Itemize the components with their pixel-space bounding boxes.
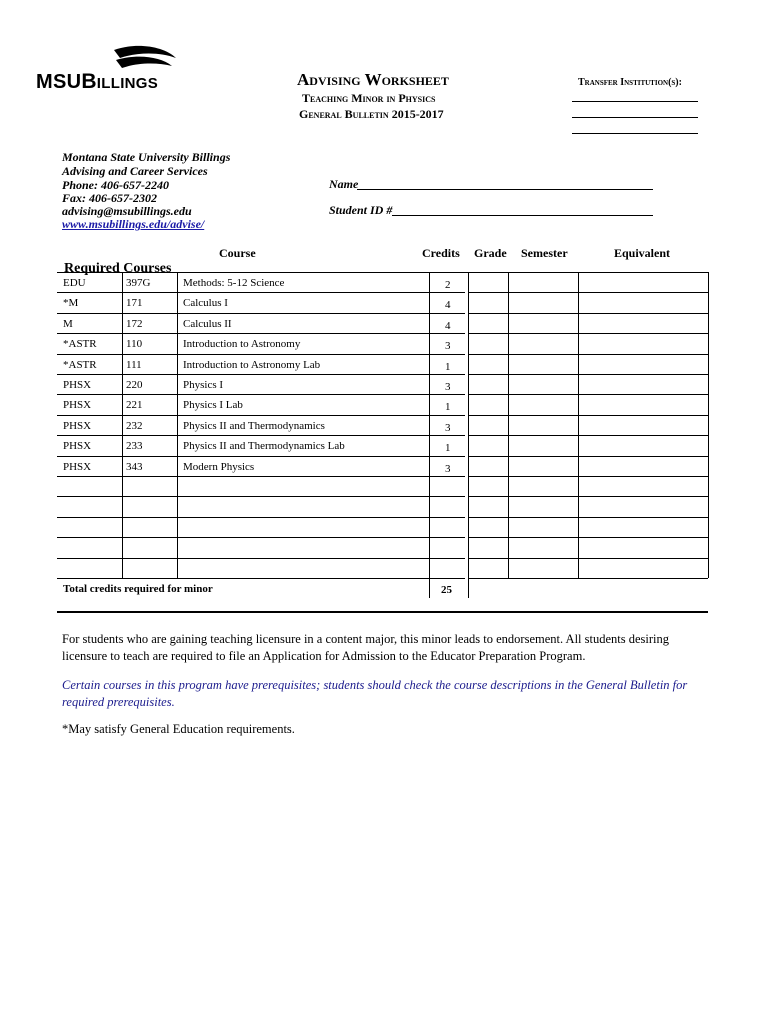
table-row-divider — [468, 578, 708, 579]
grade-cell[interactable] — [469, 518, 507, 536]
equivalent-cell[interactable] — [579, 314, 707, 332]
course-prefix: PHSX — [63, 379, 92, 391]
course-prefix: EDU — [63, 277, 86, 289]
course-number: 172 — [126, 317, 143, 330]
prerequisites-note: Certain courses in this program have prerequisites; students should check the course descriptions in the General Bulletin for required prerequisites. — [62, 678, 688, 709]
table-row-divider — [57, 456, 465, 457]
grade-cell[interactable] — [469, 355, 507, 373]
page-title: Advising Worksheet — [297, 70, 449, 89]
grade-cell[interactable] — [469, 314, 507, 332]
section-divider — [57, 611, 708, 613]
course-title: Introduction to Astronomy — [183, 338, 301, 351]
logo-wordmark — [36, 70, 158, 94]
grade-cell[interactable] — [469, 293, 507, 311]
transfer-institution-line-1[interactable] — [572, 101, 698, 102]
course-prefix: *ASTR — [63, 338, 97, 351]
table-row-divider — [57, 517, 465, 518]
course-credits: 3 — [445, 421, 451, 434]
table-row-divider — [57, 415, 465, 416]
table-row-divider — [57, 354, 465, 355]
course-number: 397G — [126, 277, 151, 289]
course-credits: 3 — [445, 340, 451, 353]
course-prefix: PHSX — [63, 419, 92, 432]
table-row-divider — [57, 578, 465, 579]
student-id-label: Student ID # — [329, 203, 393, 217]
course-number: 343 — [126, 460, 143, 473]
equivalent-cell[interactable] — [579, 395, 707, 413]
course-credits: 4 — [445, 319, 451, 332]
course-number: 110 — [126, 338, 143, 351]
grade-cell[interactable] — [469, 559, 507, 577]
equivalent-cell[interactable] — [579, 436, 707, 454]
course-credits: 3 — [445, 381, 451, 393]
logo-text-second: Billings — [81, 70, 159, 93]
course-title: Modern Physics — [183, 460, 255, 473]
transfer-institution-line-2[interactable] — [572, 117, 698, 118]
semester-cell[interactable] — [509, 497, 577, 515]
required-courses-heading: Required Courses — [64, 261, 172, 276]
table-row-divider — [57, 537, 465, 538]
course-title: Introduction to Astronomy Lab — [183, 358, 321, 371]
semester-cell[interactable] — [509, 457, 577, 475]
course-prefix: PHSX — [63, 399, 92, 412]
course-credits: 1 — [445, 360, 451, 373]
table-column-divider — [429, 272, 430, 598]
contact-department: Advising and Career Services — [62, 164, 208, 178]
grade-cell[interactable] — [469, 395, 507, 413]
contact-university: Montana State University Billings — [62, 150, 231, 164]
course-number: 111 — [126, 358, 142, 371]
table-row-divider — [57, 394, 465, 395]
grade-cell[interactable] — [469, 457, 507, 475]
semester-cell[interactable] — [509, 375, 577, 393]
course-credits: 2 — [445, 279, 451, 291]
table-row-divider — [57, 435, 465, 436]
course-number: 221 — [126, 399, 143, 412]
contact-email: advising@msubillings.edu — [62, 204, 192, 218]
grade-column-header: Grade — [474, 246, 507, 260]
table-row-divider — [57, 558, 465, 559]
total-credits-value: 25 — [441, 584, 452, 596]
table-row-divider — [57, 313, 465, 314]
program-subtitle: Teaching Minor in Physics — [302, 91, 436, 105]
equivalent-cell[interactable] — [579, 497, 707, 515]
semester-cell[interactable] — [509, 293, 577, 311]
grade-cell[interactable] — [469, 273, 507, 291]
equivalent-cell[interactable] — [579, 518, 707, 536]
bulletin-subtitle: General Bulletin 2015-2017 — [299, 107, 444, 121]
table-row-divider — [57, 476, 465, 477]
gen-ed-note: *May satisfy General Education requirements. — [62, 722, 295, 736]
course-credits: 1 — [445, 401, 451, 414]
table-row-divider — [57, 496, 465, 497]
table-row-divider — [57, 333, 465, 334]
table-column-divider — [122, 272, 123, 578]
credits-column-header: Credits — [422, 246, 460, 260]
course-column-header: Course — [219, 246, 256, 260]
grade-cell[interactable] — [469, 334, 507, 352]
course-prefix: M — [63, 317, 73, 330]
semester-cell[interactable] — [509, 355, 577, 373]
student-id-field[interactable] — [392, 215, 653, 216]
equivalent-cell[interactable] — [579, 334, 707, 352]
course-title: Physics I Lab — [183, 399, 243, 412]
course-prefix: *ASTR — [63, 358, 97, 371]
contact-phone: Phone: 406-657-2240 — [62, 178, 169, 192]
equivalent-cell[interactable] — [579, 457, 707, 475]
equivalent-cell[interactable] — [579, 416, 707, 434]
course-prefix: PHSX — [63, 460, 92, 473]
semester-cell[interactable] — [509, 273, 577, 291]
course-title: Physics II and Thermodynamics — [183, 419, 325, 432]
semester-cell[interactable] — [509, 416, 577, 434]
table-row-divider — [57, 374, 465, 375]
contact-fax: Fax: 406-657-2302 — [62, 191, 157, 205]
course-credits: 3 — [445, 462, 451, 475]
course-title: Calculus I — [183, 297, 228, 310]
grade-cell[interactable] — [469, 416, 507, 434]
contact-website-link[interactable]: www.msubillings.edu/advise/ — [62, 217, 205, 231]
licensure-note: For students who are gaining teaching licensure in a content major, this minor leads to endorsement. All students desiring licensure to teach are required to file an Application for Admission to the Educator Preparation Program. — [62, 632, 670, 663]
logo-text-main: MSU — [36, 71, 82, 93]
name-field[interactable] — [357, 189, 653, 190]
equivalent-cell[interactable] — [579, 477, 707, 495]
transfer-institution-label: Transfer Institution(s): — [578, 77, 682, 88]
course-title: Methods: 5-12 Science — [183, 277, 285, 289]
course-number: 233 — [126, 440, 143, 453]
table-column-divider — [177, 272, 178, 578]
course-number: 232 — [126, 419, 143, 432]
equivalent-cell[interactable] — [579, 355, 707, 373]
semester-column-header: Semester — [521, 246, 568, 260]
course-title: Physics I — [183, 379, 224, 391]
name-label: Name — [329, 177, 359, 191]
equivalent-cell[interactable] — [579, 293, 707, 311]
equivalent-cell[interactable] — [579, 538, 707, 556]
equivalent-cell[interactable] — [579, 559, 707, 577]
grade-cell[interactable] — [469, 477, 507, 495]
equivalent-cell[interactable] — [579, 273, 707, 291]
equivalent-column-header: Equivalent — [614, 246, 671, 260]
table-row-divider — [57, 292, 465, 293]
total-credits-label: Total credits required for minor — [63, 583, 213, 595]
semester-cell[interactable] — [509, 538, 577, 556]
equivalent-cell[interactable] — [579, 375, 707, 393]
course-title: Calculus II — [183, 317, 232, 330]
semester-cell[interactable] — [509, 518, 577, 536]
semester-cell[interactable] — [509, 395, 577, 413]
transfer-institution-line-3[interactable] — [572, 133, 698, 134]
semester-cell[interactable] — [509, 436, 577, 454]
course-credits: 1 — [445, 442, 451, 455]
semester-cell[interactable] — [509, 477, 577, 495]
table-column-divider — [708, 272, 709, 578]
semester-cell[interactable] — [509, 314, 577, 332]
course-title: Physics II and Thermodynamics Lab — [183, 440, 345, 453]
semester-cell[interactable] — [509, 334, 577, 352]
grade-cell[interactable] — [469, 538, 507, 556]
course-number: 220 — [126, 379, 143, 391]
course-number: 171 — [126, 297, 143, 310]
grade-cell[interactable] — [469, 436, 507, 454]
course-credits: 4 — [445, 299, 451, 312]
course-prefix: *M — [63, 297, 79, 310]
course-prefix: PHSX — [63, 440, 92, 453]
semester-cell[interactable] — [509, 559, 577, 577]
grade-cell[interactable] — [469, 497, 507, 515]
grade-cell[interactable] — [469, 375, 507, 393]
